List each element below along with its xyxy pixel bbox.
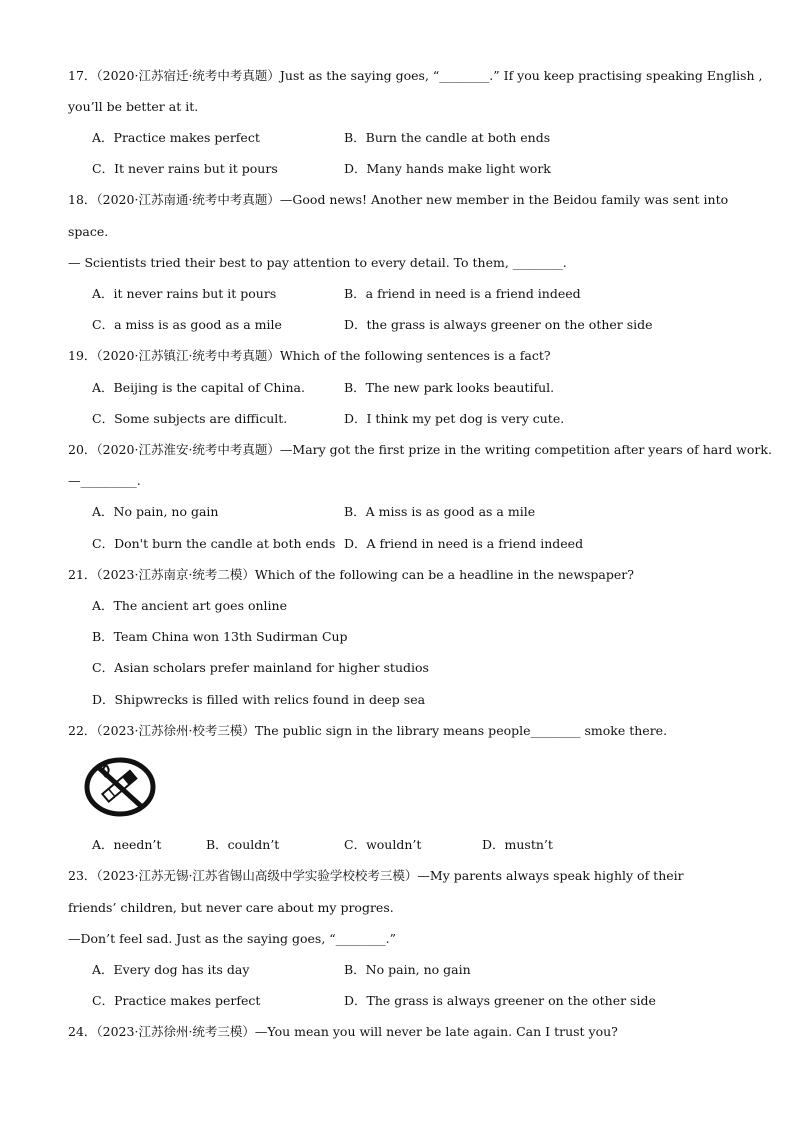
question-20 xyxy=(68,442,772,458)
question-23 xyxy=(68,868,684,884)
question-stem: —Good news! Another new member in the Beidou family was sent into xyxy=(279,192,729,207)
option-c[interactable]: C．wouldn’t xyxy=(344,837,422,852)
option-d[interactable]: D．The grass is always greener on the other side xyxy=(344,993,656,1008)
question-stem: —My parents always speak highly of their xyxy=(417,868,684,883)
question-source: （2023·江苏南京·统考二模） xyxy=(96,567,255,582)
option-a[interactable]: A．Every dog has its day xyxy=(92,962,250,977)
question-number: 22． xyxy=(68,723,97,738)
question-19 xyxy=(68,348,551,364)
question-number: 24． xyxy=(68,1024,97,1039)
question-stem: Just as the saying goes, “________.” If you keep practising speaking English , xyxy=(279,68,763,83)
question-number: 23． xyxy=(68,868,97,883)
question-stem: —Mary got the first prize in the writing competition after years of hard work. xyxy=(279,442,772,457)
option-d[interactable]: D．I think my pet dog is very cute. xyxy=(344,411,565,426)
question-stem-cont: — Scientists tried their best to pay attention to every detail. To them, ________. xyxy=(68,255,567,270)
option-b[interactable]: B．No pain, no gain xyxy=(344,962,471,977)
question-stem-cont: —_________. xyxy=(68,473,141,488)
option-a[interactable]: A．Beijing is the capital of China. xyxy=(92,380,305,395)
question-number: 18． xyxy=(68,192,97,207)
no-smoking-sign-icon xyxy=(84,757,156,817)
option-b[interactable]: B．The new park looks beautiful. xyxy=(344,380,555,395)
question-21 xyxy=(68,567,634,583)
question-17 xyxy=(68,68,762,84)
question-stem-cont: friends’ children, but never care about my progres. xyxy=(68,900,394,915)
question-source: （2020·江苏淮安·统考中考真题） xyxy=(96,442,280,457)
question-number: 17． xyxy=(68,68,97,83)
question-source: （2020·江苏宿迁·统考中考真题） xyxy=(96,68,280,83)
option-c[interactable]: C．Practice makes perfect xyxy=(92,993,261,1008)
option-b[interactable]: B．couldn’t xyxy=(206,837,280,852)
option-c[interactable]: C．Asian scholars prefer mainland for higher studios xyxy=(92,660,429,675)
question-stem-cont: space. xyxy=(68,224,109,239)
option-c[interactable]: C．Don't burn the candle at both ends xyxy=(92,536,336,551)
question-18 xyxy=(68,192,728,208)
question-number: 21． xyxy=(68,567,97,582)
question-number: 20． xyxy=(68,442,97,457)
question-22 xyxy=(68,723,667,739)
question-number: 19． xyxy=(68,348,97,363)
question-stem: —You mean you will never be late again. Can I trust you? xyxy=(254,1024,618,1039)
option-a[interactable]: A．Practice makes perfect xyxy=(92,130,260,145)
option-b[interactable]: B．A miss is as good as a mile xyxy=(344,504,536,519)
question-source: （2023·江苏无锡·江苏省锡山高级中学实验学校校考三模） xyxy=(96,868,418,883)
question-24 xyxy=(68,1024,618,1040)
option-d[interactable]: D．A friend in need is a friend indeed xyxy=(344,536,584,551)
option-d[interactable]: D．Shipwrecks is filled with relics found in deep sea xyxy=(92,692,426,707)
question-source: （2023·江苏徐州·校考三模） xyxy=(96,723,255,738)
option-b[interactable]: B．a friend in need is a friend indeed xyxy=(344,286,581,301)
option-b[interactable]: B．Team China won 13th Sudirman Cup xyxy=(92,629,348,644)
option-c[interactable]: C．a miss is as good as a mile xyxy=(92,317,282,332)
question-stem: Which of the following can be a headline in the newspaper? xyxy=(254,567,634,582)
option-b[interactable]: B．Burn the candle at both ends xyxy=(344,130,551,145)
question-source: （2020·江苏镇江·统考中考真题） xyxy=(96,348,280,363)
option-c[interactable]: C．Some subjects are difficult. xyxy=(92,411,288,426)
question-stem: Which of the following sentences is a fact? xyxy=(279,348,551,363)
option-a[interactable]: A．The ancient art goes online xyxy=(92,598,287,613)
option-a[interactable]: A．needn’t xyxy=(92,837,162,852)
question-source: （2020·江苏南通·统考中考真题） xyxy=(96,192,280,207)
option-d[interactable]: D．Many hands make light work xyxy=(344,161,551,176)
question-stem-cont: you’ll be better at it. xyxy=(68,99,199,114)
option-a[interactable]: A．No pain, no gain xyxy=(92,504,219,519)
option-c[interactable]: C．It never rains but it pours xyxy=(92,161,278,176)
option-d[interactable]: D．mustn’t xyxy=(482,837,553,852)
question-stem-cont: —Don’t feel sad. Just as the saying goes, “________.” xyxy=(68,931,397,946)
question-source: （2023·江苏徐州·统考三模） xyxy=(96,1024,255,1039)
question-stem: The public sign in the library means people________ smoke there. xyxy=(254,723,668,738)
option-d[interactable]: D．the grass is always greener on the other side xyxy=(344,317,653,332)
option-a[interactable]: A．it never rains but it pours xyxy=(92,286,277,301)
